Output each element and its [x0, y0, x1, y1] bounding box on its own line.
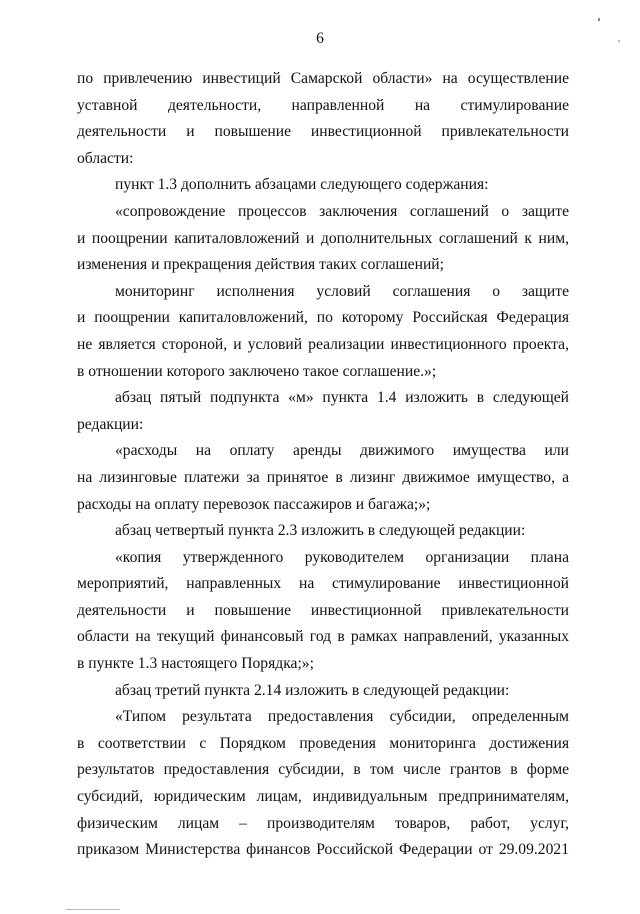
- text-line: приказом Министерства финансов Российской Федерации от 29.09.2021: [77, 841, 569, 859]
- text-line: деятельности и повышение инвестиционной привлекательности: [77, 123, 569, 141]
- text-line: «расходы на оплату аренды движимого имущества или: [115, 442, 569, 460]
- text-line: «копия утвержденного руководителем организации плана: [115, 548, 569, 566]
- text-line: и поощрении капиталовложений и дополнительных соглашений к ним,: [77, 229, 569, 247]
- text-line: уставной деятельности, направленной на стимулирование: [77, 96, 569, 114]
- text-line: по привлечению инвестиций Самарской области» на осуществление: [77, 70, 569, 87]
- text-line: «Типом результата предоставления субсидии, определенным: [115, 708, 569, 726]
- text-line: расходы на оплату перевозок пассажиров и багажа;»;: [77, 495, 431, 513]
- text-line: пункт 1.3 дополнить абзацами следующего содержания:: [115, 176, 489, 194]
- text-line: в пункте 1.3 настоящего Порядка;»;: [77, 655, 314, 673]
- text-line: результатов предоставления субсидии, в том числе грантов в форме: [77, 761, 569, 779]
- text-line: на лизинговые платежи за принятое в лизинг движимое имущество, а: [77, 468, 569, 486]
- text-line: изменения и прекращения действия таких соглашений;: [77, 256, 444, 274]
- page-number: 6: [316, 30, 324, 47]
- text-line: и поощрении капиталовложений, по которому Российская Федерация: [77, 309, 569, 327]
- text-line: мониторинг исполнения условий соглашения о защите: [115, 282, 569, 300]
- text-line: в отношении которого заключено такое соглашение.»;: [77, 362, 437, 380]
- text-line: субсидий, юридическим лицам, индивидуальным предпринимателям,: [77, 788, 569, 806]
- text-line: мероприятий, направленных на стимулирование инвестиционной: [77, 575, 569, 593]
- scan-artifact-mark: [618, 40, 620, 42]
- text-line: абзац третий пункта 2.14 изложить в следующей редакции:: [115, 681, 510, 699]
- text-line: области на текущий финансовый год в рамках направлений, указанных: [77, 628, 569, 646]
- text-line: деятельности и повышение инвестиционной привлекательности: [77, 601, 569, 619]
- text-line: редакции:: [77, 415, 144, 433]
- text-line: «сопровождение процессов заключения соглашений о защите: [115, 202, 569, 220]
- scan-artifact-line: [66, 909, 120, 910]
- text-line: абзац пятый подпункта «м» пункта 1.4 изложить в следующей: [115, 389, 569, 407]
- text-line: в соответствии с Порядком проведения мониторинга достижения: [77, 734, 569, 752]
- text-line: области:: [77, 149, 134, 167]
- body-text: [77, 66, 569, 864]
- scan-artifact-mark: [598, 18, 600, 21]
- text-line: абзац четвертый пункта 2.3 изложить в следующей редакции:: [115, 522, 526, 540]
- text-line: не является стороной, и условий реализации инвестиционного проекта,: [77, 335, 569, 353]
- text-line: физическим лицам – производителям товаров, работ, услуг,: [77, 814, 569, 832]
